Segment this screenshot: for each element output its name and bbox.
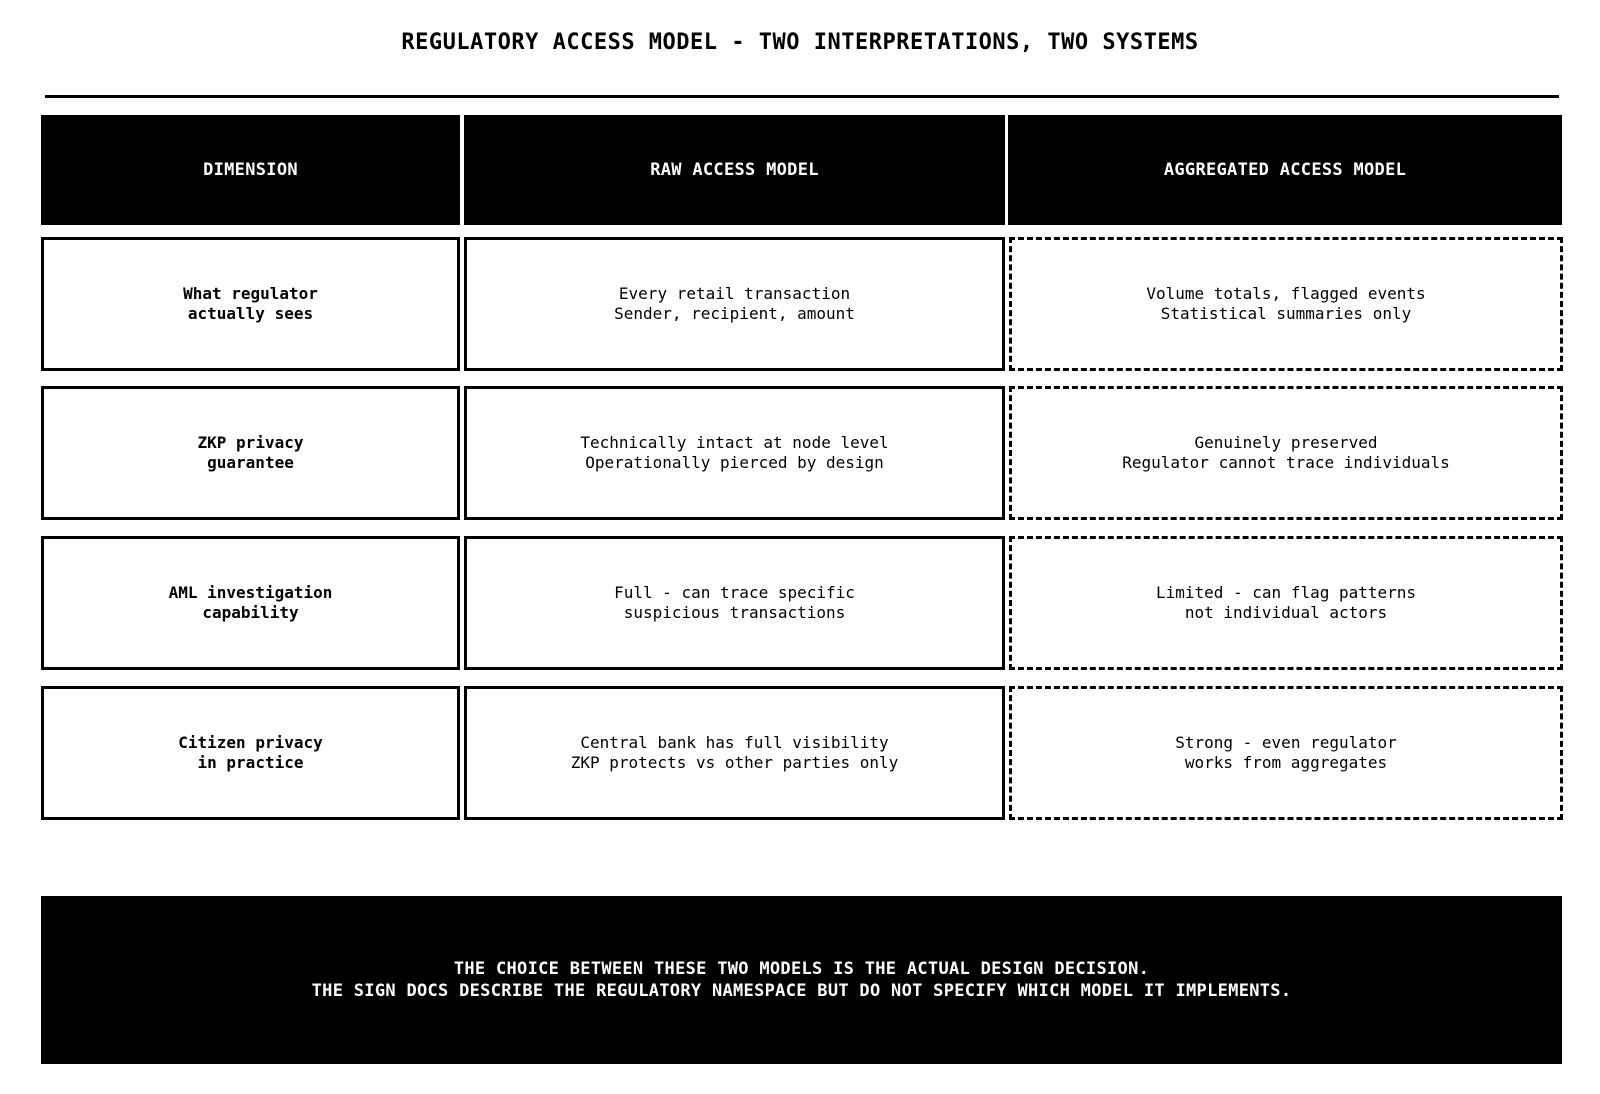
raw-line: Technically intact at node level <box>580 433 889 452</box>
dimension-line: actually sees <box>187 304 314 323</box>
row-citizen-privacy-raw <box>464 686 1005 820</box>
row-citizen-privacy-dimension <box>41 686 460 820</box>
row-zkp-privacy-dimension <box>41 386 460 520</box>
dimension-line: in practice <box>197 753 304 772</box>
dimension-line: AML investigation <box>168 583 333 602</box>
aggregated-line: Strong - even regulator <box>1175 733 1397 752</box>
header-dimension: DIMENSION <box>41 115 460 225</box>
raw-line: Central bank has full visibility <box>580 733 889 752</box>
raw-line: Sender, recipient, amount <box>614 304 855 323</box>
aggregated-line: Statistical summaries only <box>1160 304 1412 323</box>
title-divider <box>45 95 1559 98</box>
row-aml-investigation-aggregated <box>1009 536 1563 670</box>
raw-line: Every retail transaction <box>618 284 851 303</box>
dimension-line: Citizen privacy <box>178 733 323 752</box>
raw-line: Operationally pierced by design <box>585 453 884 472</box>
conclusion-line: THE SIGN DOCS DESCRIBE THE REGULATORY NAMESPACE BUT DO NOT SPECIFY WHICH MODEL IT IMPLEMENTS. <box>311 981 1292 1001</box>
aggregated-line: Limited - can flag patterns <box>1155 583 1417 602</box>
row-citizen-privacy-aggregated <box>1009 686 1563 820</box>
dimension-line: capability <box>202 603 299 622</box>
raw-line: suspicious transactions <box>623 603 846 622</box>
diagram-title: REGULATORY ACCESS MODEL - TWO INTERPRETATIONS, TWO SYSTEMS <box>401 30 1199 55</box>
aggregated-line: works from aggregates <box>1184 753 1388 772</box>
row-what-regulator-sees-raw <box>464 237 1005 371</box>
aggregated-line: Genuinely preserved <box>1194 433 1378 452</box>
dimension-line: guarantee <box>207 453 294 472</box>
conclusion-line: THE CHOICE BETWEEN THESE TWO MODELS IS THE ACTUAL DESIGN DECISION. <box>453 959 1150 979</box>
header-aggregated-access-model: AGGREGATED ACCESS MODEL <box>1008 115 1562 225</box>
header-raw-access-model: RAW ACCESS MODEL <box>464 115 1005 225</box>
aggregated-line: not individual actors <box>1184 603 1388 622</box>
aggregated-line: Volume totals, flagged events <box>1146 284 1426 303</box>
row-what-regulator-sees-aggregated <box>1009 237 1563 371</box>
aggregated-line: Regulator cannot trace individuals <box>1122 453 1450 472</box>
raw-line: ZKP protects vs other parties only <box>570 753 899 772</box>
row-aml-investigation-raw <box>464 536 1005 670</box>
conclusion-banner <box>41 896 1562 1064</box>
row-what-regulator-sees-dimension <box>41 237 460 371</box>
dimension-line: ZKP privacy <box>197 433 304 452</box>
row-zkp-privacy-raw <box>464 386 1005 520</box>
row-aml-investigation-dimension <box>41 536 460 670</box>
row-zkp-privacy-aggregated <box>1009 386 1563 520</box>
dimension-line: What regulator <box>183 284 318 303</box>
raw-line: Full - can trace specific <box>614 583 855 602</box>
